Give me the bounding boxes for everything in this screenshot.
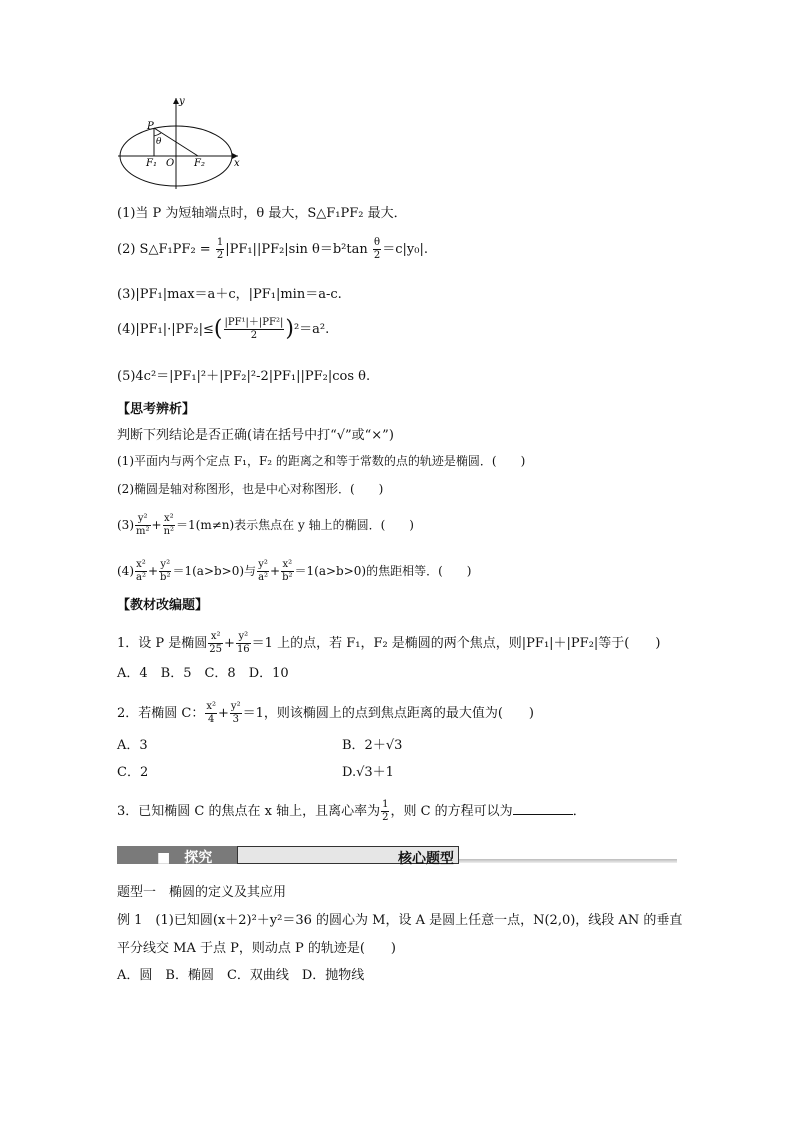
think-q4: (4) $\frac{\text{x²}}{\text{a²}}$ + $\frac{\text{y²}}{\text{b²}}$ ＝1(a>b>0)与 $\frac{\text{y²}}{\text{a²}}$ + $\frac{\text{x²}}{\text{b²}}$ ＝1(a>b>0)的焦距相等．( ): [117, 559, 472, 583]
textbook-q1-options: A．4 B．5 C．8 D．10: [117, 666, 289, 681]
textbook-q2: 2．若椭圆 C： $\frac{\text{x²}}{4}$ + $\frac{\text{y²}}{3}$ ＝1，则该椭圆上的点到焦点距离的最大值为( ): [117, 701, 535, 725]
property-1: (1)当 P 为短轴端点时，θ 最大，S△F₁PF₂ 最大．: [117, 206, 407, 221]
textbook-q2-option-b: B．2＋√3: [342, 738, 403, 753]
section-bar: [117, 846, 677, 866]
textbook-q2-option-c: C．2: [117, 765, 149, 780]
think-q1: (1)平面内与两个定点 F₁，F₂ 的距离之和等于常数的点的轨迹是椭圆．( ): [117, 454, 526, 468]
example1-line2: 平分线交 MA 于点 P，则动点 P 的轨迹是( ): [117, 941, 396, 956]
ellipse-figure: [118, 94, 248, 194]
property-2: (2) S△F₁PF₂ = $\frac{1}{2}$ |PF₁||PF₂|sin θ＝b²tan $\frac{\theta}{2}$ ＝c|y₀|.: [117, 237, 428, 261]
type1-title: 题型一 椭圆的定义及其应用: [117, 885, 287, 900]
textbook-header: 【教材改编题】: [117, 598, 209, 613]
label-F2: F₂: [194, 158, 205, 169]
example1-line1: 例 1 (1)已知圆(x＋2)²＋y²＝36 的圆心为 M，设 A 是圆上任意一点，N(2,0)，线段 AN 的垂直: [117, 913, 683, 928]
label-P: P: [147, 121, 154, 132]
label-x: x: [234, 158, 240, 169]
section-bar-label: ■ 探究: [157, 850, 213, 866]
label-O: O: [166, 158, 175, 169]
think-q3: (3) $\frac{\text{y²}}{\text{m²}}$ + $\frac{\text{x²}}{\text{n²}}$ ＝1(m≠n)表示焦点在 y 轴上的椭圆．( ): [117, 513, 414, 537]
label-y: y: [179, 96, 185, 107]
example1-options: A．圆 B．椭圆 C．双曲线 D．抛物线: [117, 968, 365, 983]
textbook-q2-option-a: A．3: [117, 738, 148, 753]
property-3: (3)|PF₁|max＝a＋c，|PF₁|min＝a-c.: [117, 287, 342, 302]
think-q2: (2)椭圆是轴对称图形，也是中心对称图形．( ): [117, 482, 384, 496]
label-theta: θ: [156, 137, 162, 147]
property-4: (4)|PF₁|·|PF₂|≤( $\frac{\text{|PF¹|＋|PF²|}}{2}$ )²＝a².: [117, 316, 330, 342]
think-intro: 判断下列结论是否正确(请在括号中打“√”或“×”): [117, 428, 394, 443]
textbook-q1: 1．设 P 是椭圆 $\frac{\text{x²}}{25}$ + $\frac{\text{y²}}{16}$ ＝1 上的点，若 F₁，F₂ 是椭圆的两个焦点，则|PF₁|＋|PF₂|等于( ): [117, 631, 661, 655]
label-F1: F₁: [146, 158, 157, 169]
textbook-q2-option-d: D.√3＋1: [342, 765, 394, 780]
section-bar-title: 核心题型: [398, 851, 454, 867]
answer-blank: [513, 802, 573, 815]
property-5: (5)4c²＝|PF₁|²＋|PF₂|²-2|PF₁||PF₂|cos θ.: [117, 369, 371, 384]
textbook-q3: 3．已知椭圆 C 的焦点在 x 轴上，且离心率为 $\frac{1}{2}$ ，则 C 的方程可以为 ．: [117, 799, 586, 823]
think-header: 【思考辨析】: [117, 402, 196, 417]
